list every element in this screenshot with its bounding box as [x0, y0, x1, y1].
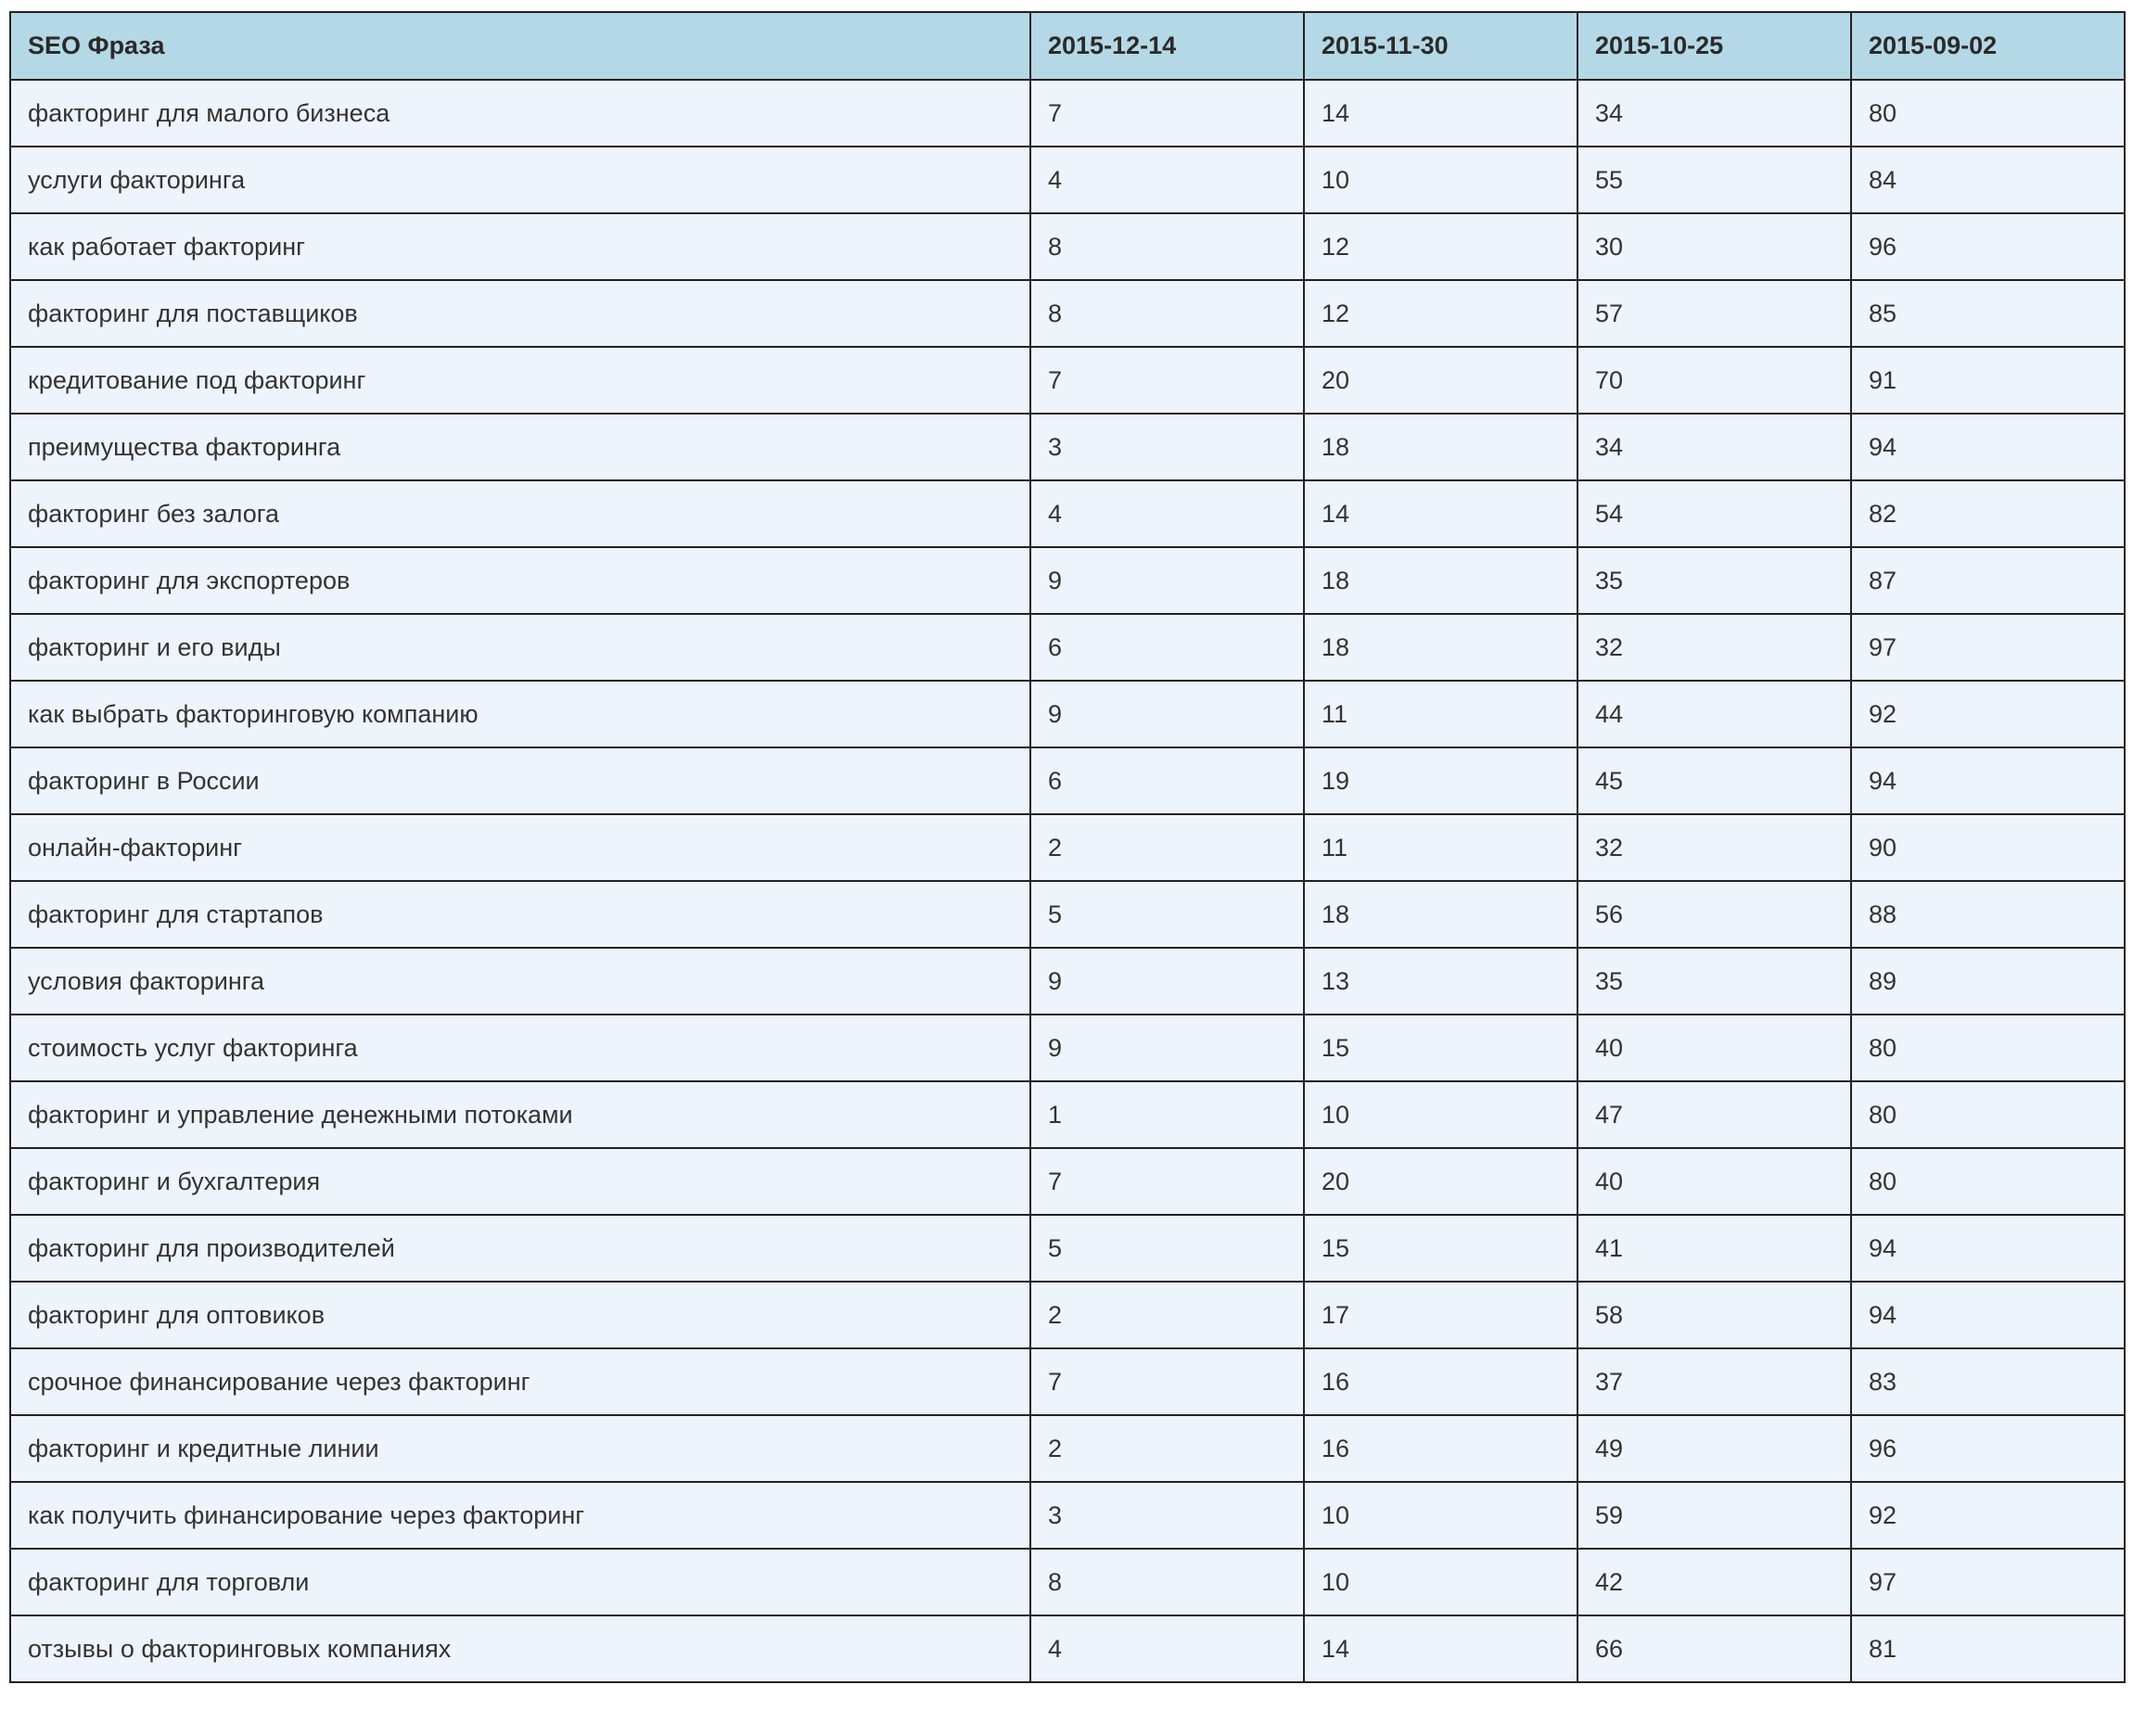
- cell-position: 96: [1851, 1415, 2125, 1482]
- table-row: [10, 1415, 2125, 1482]
- cell-phrase: факторинг для стартапов: [10, 881, 1030, 948]
- cell-position: 80: [1851, 1148, 2125, 1215]
- cell-position: 8: [1030, 213, 1304, 280]
- header-row: [10, 12, 2125, 80]
- table-row: [10, 1148, 2125, 1215]
- cell-phrase: факторинг и управление денежными потоками: [10, 1081, 1030, 1148]
- cell-position: 47: [1577, 1081, 1851, 1148]
- cell-position: 32: [1577, 814, 1851, 881]
- cell-position: 90: [1851, 814, 2125, 881]
- cell-position: 6: [1030, 614, 1304, 681]
- cell-position: 19: [1304, 747, 1577, 814]
- cell-position: 4: [1030, 147, 1304, 213]
- cell-phrase: факторинг для поставщиков: [10, 280, 1030, 347]
- cell-position: 84: [1851, 147, 2125, 213]
- cell-phrase: факторинг в России: [10, 747, 1030, 814]
- cell-phrase: факторинг без залога: [10, 480, 1030, 547]
- cell-position: 32: [1577, 614, 1851, 681]
- cell-position: 9: [1030, 681, 1304, 747]
- table-row: [10, 147, 2125, 213]
- cell-position: 96: [1851, 213, 2125, 280]
- cell-phrase: как работает факторинг: [10, 213, 1030, 280]
- cell-position: 49: [1577, 1415, 1851, 1482]
- cell-position: 37: [1577, 1348, 1851, 1415]
- cell-position: 2: [1030, 1415, 1304, 1482]
- cell-position: 12: [1304, 213, 1577, 280]
- cell-position: 16: [1304, 1415, 1577, 1482]
- cell-position: 57: [1577, 280, 1851, 347]
- table-row: [10, 1015, 2125, 1081]
- cell-position: 18: [1304, 881, 1577, 948]
- cell-position: 14: [1304, 480, 1577, 547]
- table-header: [10, 12, 2125, 80]
- table-row: [10, 1482, 2125, 1549]
- table-row: [10, 80, 2125, 147]
- cell-position: 4: [1030, 480, 1304, 547]
- cell-phrase: стоимость услуг факторинга: [10, 1015, 1030, 1081]
- cell-position: 35: [1577, 547, 1851, 614]
- table-row: [10, 414, 2125, 480]
- cell-phrase: онлайн-факторинг: [10, 814, 1030, 881]
- cell-phrase: отзывы о факторинговых компаниях: [10, 1615, 1030, 1682]
- cell-position: 94: [1851, 1282, 2125, 1348]
- cell-position: 54: [1577, 480, 1851, 547]
- cell-position: 5: [1030, 881, 1304, 948]
- column-header-date: 2015-10-25: [1577, 12, 1851, 80]
- table-row: [10, 681, 2125, 747]
- seo-table-container: [9, 11, 2124, 1683]
- cell-position: 11: [1304, 681, 1577, 747]
- cell-position: 18: [1304, 414, 1577, 480]
- cell-position: 18: [1304, 614, 1577, 681]
- cell-position: 97: [1851, 1549, 2125, 1615]
- cell-position: 20: [1304, 347, 1577, 414]
- cell-phrase: факторинг для оптовиков: [10, 1282, 1030, 1348]
- cell-position: 20: [1304, 1148, 1577, 1215]
- cell-phrase: факторинг и кредитные линии: [10, 1415, 1030, 1482]
- cell-position: 10: [1304, 1549, 1577, 1615]
- cell-position: 4: [1030, 1615, 1304, 1682]
- table-row: [10, 1215, 2125, 1282]
- cell-position: 80: [1851, 80, 2125, 147]
- cell-position: 80: [1851, 1015, 2125, 1081]
- table-row: [10, 347, 2125, 414]
- table-row: [10, 1348, 2125, 1415]
- cell-position: 1: [1030, 1081, 1304, 1148]
- table-row: [10, 1282, 2125, 1348]
- cell-position: 7: [1030, 1348, 1304, 1415]
- cell-position: 59: [1577, 1482, 1851, 1549]
- cell-position: 88: [1851, 881, 2125, 948]
- cell-position: 10: [1304, 147, 1577, 213]
- table-row: [10, 814, 2125, 881]
- cell-phrase: кредитование под факторинг: [10, 347, 1030, 414]
- table-row: [10, 747, 2125, 814]
- cell-position: 56: [1577, 881, 1851, 948]
- cell-position: 34: [1577, 80, 1851, 147]
- cell-phrase: условия факторинга: [10, 948, 1030, 1015]
- table-body: [10, 80, 2125, 1682]
- cell-position: 7: [1030, 1148, 1304, 1215]
- cell-position: 5: [1030, 1215, 1304, 1282]
- cell-position: 89: [1851, 948, 2125, 1015]
- column-header-phrase: SEO Фраза: [10, 12, 1030, 80]
- cell-position: 6: [1030, 747, 1304, 814]
- cell-phrase: факторинг для производителей: [10, 1215, 1030, 1282]
- cell-position: 14: [1304, 1615, 1577, 1682]
- cell-position: 40: [1577, 1015, 1851, 1081]
- cell-position: 44: [1577, 681, 1851, 747]
- cell-position: 42: [1577, 1549, 1851, 1615]
- cell-position: 92: [1851, 1482, 2125, 1549]
- cell-phrase: как выбрать факторинговую компанию: [10, 681, 1030, 747]
- cell-position: 7: [1030, 80, 1304, 147]
- cell-position: 15: [1304, 1215, 1577, 1282]
- cell-phrase: как получить финансирование через факторинг: [10, 1482, 1030, 1549]
- cell-position: 83: [1851, 1348, 2125, 1415]
- column-header-date: 2015-11-30: [1304, 12, 1577, 80]
- cell-position: 66: [1577, 1615, 1851, 1682]
- table-row: [10, 480, 2125, 547]
- cell-position: 58: [1577, 1282, 1851, 1348]
- cell-phrase: преимущества факторинга: [10, 414, 1030, 480]
- cell-position: 13: [1304, 948, 1577, 1015]
- cell-position: 2: [1030, 814, 1304, 881]
- cell-position: 82: [1851, 480, 2125, 547]
- cell-position: 18: [1304, 547, 1577, 614]
- cell-position: 14: [1304, 80, 1577, 147]
- cell-position: 9: [1030, 1015, 1304, 1081]
- cell-position: 7: [1030, 347, 1304, 414]
- table-row: [10, 1081, 2125, 1148]
- cell-phrase: факторинг и бухгалтерия: [10, 1148, 1030, 1215]
- cell-position: 30: [1577, 213, 1851, 280]
- cell-position: 94: [1851, 747, 2125, 814]
- table-row: [10, 547, 2125, 614]
- cell-position: 40: [1577, 1148, 1851, 1215]
- cell-position: 91: [1851, 347, 2125, 414]
- cell-position: 16: [1304, 1348, 1577, 1415]
- cell-position: 11: [1304, 814, 1577, 881]
- column-header-date: 2015-09-02: [1851, 12, 2125, 80]
- cell-position: 8: [1030, 1549, 1304, 1615]
- cell-position: 8: [1030, 280, 1304, 347]
- cell-position: 85: [1851, 280, 2125, 347]
- table-row: [10, 881, 2125, 948]
- cell-position: 94: [1851, 414, 2125, 480]
- column-header-date: 2015-12-14: [1030, 12, 1304, 80]
- cell-position: 35: [1577, 948, 1851, 1015]
- cell-position: 45: [1577, 747, 1851, 814]
- seo-rankings-table: [9, 11, 2126, 1683]
- cell-position: 12: [1304, 280, 1577, 347]
- cell-position: 2: [1030, 1282, 1304, 1348]
- table-row: [10, 280, 2125, 347]
- cell-position: 97: [1851, 614, 2125, 681]
- cell-position: 41: [1577, 1215, 1851, 1282]
- table-row: [10, 213, 2125, 280]
- cell-position: 94: [1851, 1215, 2125, 1282]
- table-row: [10, 1549, 2125, 1615]
- cell-position: 17: [1304, 1282, 1577, 1348]
- cell-phrase: факторинг и его виды: [10, 614, 1030, 681]
- cell-position: 80: [1851, 1081, 2125, 1148]
- table-row: [10, 1615, 2125, 1682]
- cell-phrase: услуги факторинга: [10, 147, 1030, 213]
- cell-position: 70: [1577, 347, 1851, 414]
- cell-position: 15: [1304, 1015, 1577, 1081]
- table-row: [10, 614, 2125, 681]
- cell-position: 10: [1304, 1081, 1577, 1148]
- cell-phrase: факторинг для торговли: [10, 1549, 1030, 1615]
- cell-position: 81: [1851, 1615, 2125, 1682]
- cell-position: 10: [1304, 1482, 1577, 1549]
- cell-position: 9: [1030, 547, 1304, 614]
- cell-position: 87: [1851, 547, 2125, 614]
- cell-phrase: факторинг для малого бизнеса: [10, 80, 1030, 147]
- cell-position: 3: [1030, 1482, 1304, 1549]
- cell-position: 55: [1577, 147, 1851, 213]
- cell-phrase: срочное финансирование через факторинг: [10, 1348, 1030, 1415]
- cell-position: 9: [1030, 948, 1304, 1015]
- cell-phrase: факторинг для экспортеров: [10, 547, 1030, 614]
- cell-position: 92: [1851, 681, 2125, 747]
- cell-position: 34: [1577, 414, 1851, 480]
- cell-position: 3: [1030, 414, 1304, 480]
- table-row: [10, 948, 2125, 1015]
